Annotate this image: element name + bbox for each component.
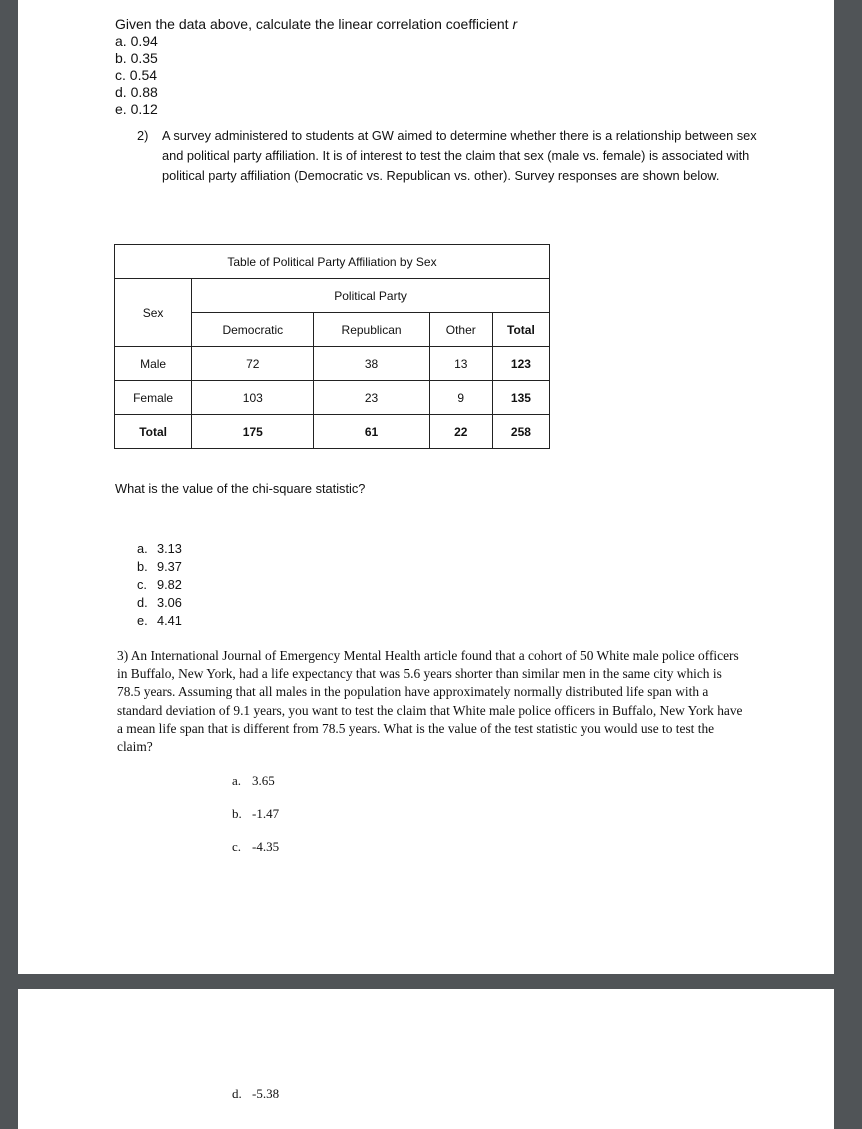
column-header: Republican [314,313,429,347]
option-letter: d. [137,595,148,610]
cell: 61 [314,415,429,449]
option-value: 3.13 [157,541,182,556]
row-label: Total [115,415,192,449]
option-letter: c. [137,577,147,592]
contingency-table [114,244,550,449]
option: c. 0.54 [115,67,158,83]
question-2 [137,126,762,186]
option-letter: c. [232,839,242,854]
option: b. 0.35 [115,50,158,66]
row-label: Female [115,381,192,415]
question-text: A survey administered to students at GW aimed to determine whether there is a relationship between sex and political party affiliation. It is of interest to test the claim that sex (male vs. female) is associated with political party affiliation (Democratic vs. Republican vs. other). Survey responses are shown below. [162,128,757,183]
group-header: Political Party [192,279,550,313]
cell: 9 [429,381,492,415]
option-value: 4.41 [157,613,182,628]
option [137,576,182,594]
cell: 72 [192,347,314,381]
option-value: 3.65 [252,773,275,788]
row-header: Sex [115,279,192,347]
option [137,612,182,630]
cell: 135 [492,381,549,415]
column-header: Other [429,313,492,347]
cell: 38 [314,347,429,381]
table-row [115,381,550,415]
cell: 258 [492,415,549,449]
option-letter: d. [232,1086,242,1101]
option: a. 0.94 [115,33,158,49]
option-letter: a. [137,541,148,556]
column-header: Democratic [192,313,314,347]
table-row [115,415,550,449]
option: e. 0.12 [115,101,158,117]
option [232,839,279,855]
table-title: Table of Political Party Affiliation by Sex [115,245,550,279]
cell: 23 [314,381,429,415]
question-2-options [137,540,182,630]
cell: 103 [192,381,314,415]
option-letter: a. [232,773,242,788]
option [137,558,182,576]
option-value: 3.06 [157,595,182,610]
option [137,594,182,612]
row-label: Male [115,347,192,381]
chi-square-question: What is the value of the chi-square statistic? [115,481,366,496]
option-value: -4.35 [252,839,280,854]
option-letter: e. [137,613,148,628]
cell: 22 [429,415,492,449]
column-header: Total [492,313,549,347]
option-value: -5.38 [252,1086,280,1101]
document-page-1 [18,0,834,974]
question-number: 2) [137,128,149,143]
option-letter: b. [137,559,148,574]
option [232,1086,279,1102]
variable-r: r [512,16,518,32]
option-value: 9.82 [157,577,182,592]
option [137,540,182,558]
option-value: -1.47 [252,806,280,821]
prompt-text: Given the data above, calculate the linear correlation coefficient [115,16,513,32]
question-3-text: 3) An International Journal of Emergency Mental Health article found that a cohort of 50 White male police officers in Buffalo, New York, had a life expectancy that was 5.6 years shorter than similar men in the same city which is 78.5 years. Assuming that all males in the population have approximately normally distributed life span with a standard deviation of 9.1 years, you want to test the claim that White male police officers in Buffalo, New York have a mean life span that is different from 78.5 years. What is the value of the test statistic you would use to test the claim? [117,648,743,755]
cell: 175 [192,415,314,449]
document-page-2 [18,989,834,1129]
option-letter: b. [232,806,242,821]
table-row [115,347,550,381]
cell: 123 [492,347,549,381]
cell: 13 [429,347,492,381]
option-value: 9.37 [157,559,182,574]
option [232,806,279,822]
question-1-prompt [115,16,517,33]
option [232,773,275,789]
question-1 [115,16,517,118]
option: d. 0.88 [115,84,158,100]
